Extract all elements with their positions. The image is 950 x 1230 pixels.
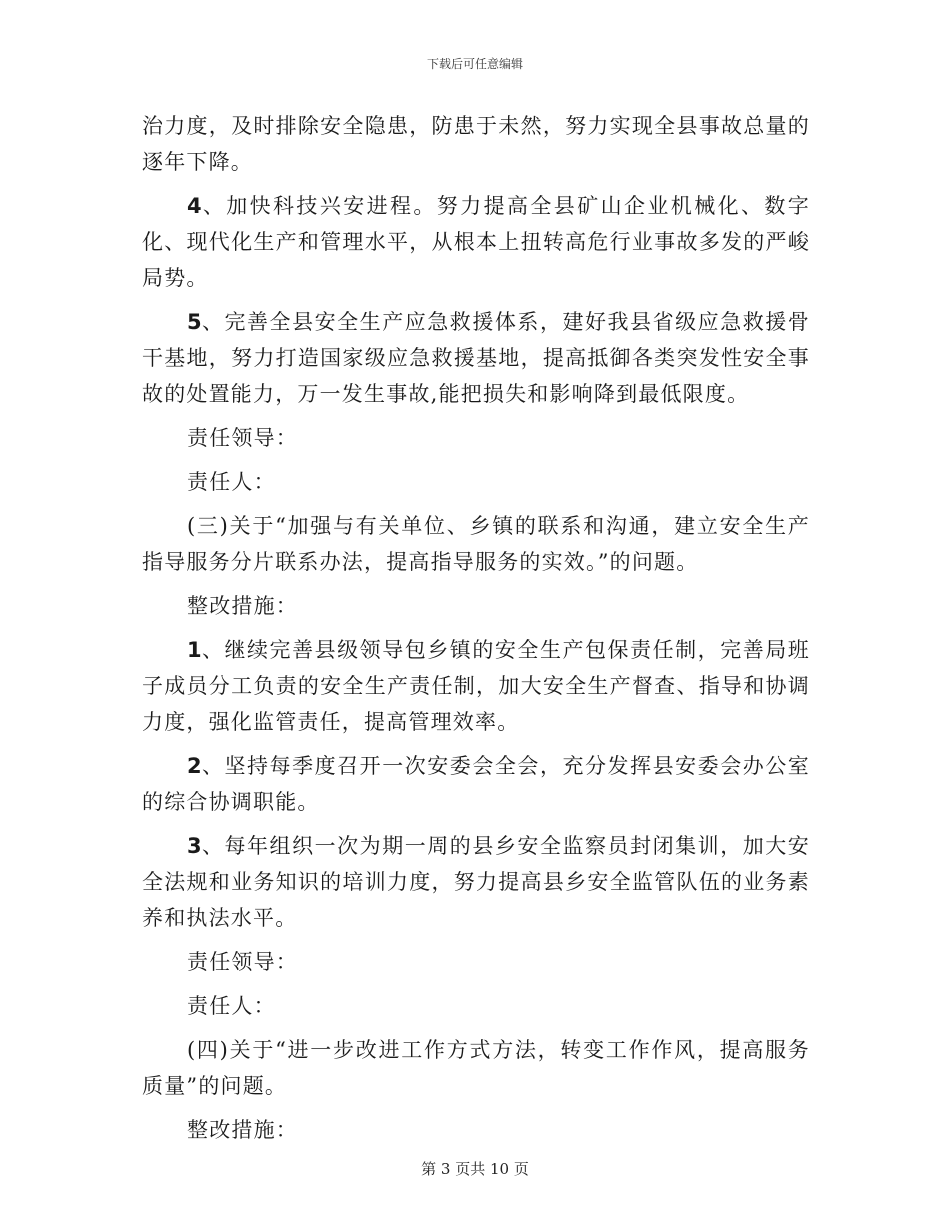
paragraph [142,1112,810,1148]
paragraph [142,828,810,936]
item-number: 2 [187,754,202,778]
paragraph [142,420,810,456]
paragraph [142,588,810,624]
item-number: 4 [187,194,202,218]
paragraph-text: 治力度，及时排除安全隐患，防患于未然，努力实现全县事故总量的逐年下降。 [142,114,810,174]
paragraph-text: 、完善全县安全生产应急救援体系，建好我县省级应急救援骨干基地，努力打造国家级应急救援基地，提高抵御各类突发性安全事故的处置能力，万一发生事故,能把损失和影响降到最低限度。 [142,310,810,406]
paragraph-text: 、继续完善县级领导包乡镇的安全生产包保责任制，完善局班子成员分工负责的安全生产责任制，加大安全生产督查、指导和协调力度，强化监管责任，提高管理效率。 [142,638,810,734]
paragraph [142,632,810,740]
paragraph [142,1032,810,1104]
paragraph [142,304,810,412]
paragraph [142,188,810,296]
paragraph-text: 、坚持每季度召开一次安委会全会，充分发挥县安委会办公室的综合协调职能。 [142,754,810,814]
paragraph-text: 、加快科技兴安进程。努力提高全县矿山企业机械化、数字化、现代化生产和管理水平，从根本上扭转高危行业事故多发的严峻局势。 [142,194,810,290]
paragraph [142,508,810,580]
paragraph [142,988,810,1024]
paragraph-text: (四)关于“进一步改进工作方式方法，转变工作作风，提高服务质量”的问题。 [142,1038,810,1098]
item-number: 5 [187,310,202,334]
paragraph [142,464,810,500]
paragraph-text: (三)关于“加强与有关单位、乡镇的联系和沟通，建立安全生产指导服务分片联系办法，提高指导服务的实效。”的问题。 [142,514,810,574]
paragraph-text: 整改措施： [187,594,298,618]
paragraph [142,748,810,820]
paragraph-text: 责任领导： [187,426,298,450]
page-header: 下载后可任意编辑 [426,57,523,71]
paragraph-text: 整改措施： [187,1118,298,1142]
item-number: 1 [187,638,202,662]
paragraph-text: 责任领导： [187,950,298,974]
item-number: 3 [187,834,202,858]
paragraph [142,108,810,180]
paragraph-text: 、每年组织一次为期一周的县乡安全监察员封闭集训，加大安全法规和业务知识的培训力度，努力提高县乡安全监管队伍的业务素养和执法水平。 [142,834,810,930]
paragraph [142,944,810,980]
paragraph-text: 责任人： [187,470,276,494]
page-number: 第 3 页共 10 页 [421,1160,529,1178]
document-body [142,108,810,1156]
paragraph-text: 责任人： [187,994,276,1018]
